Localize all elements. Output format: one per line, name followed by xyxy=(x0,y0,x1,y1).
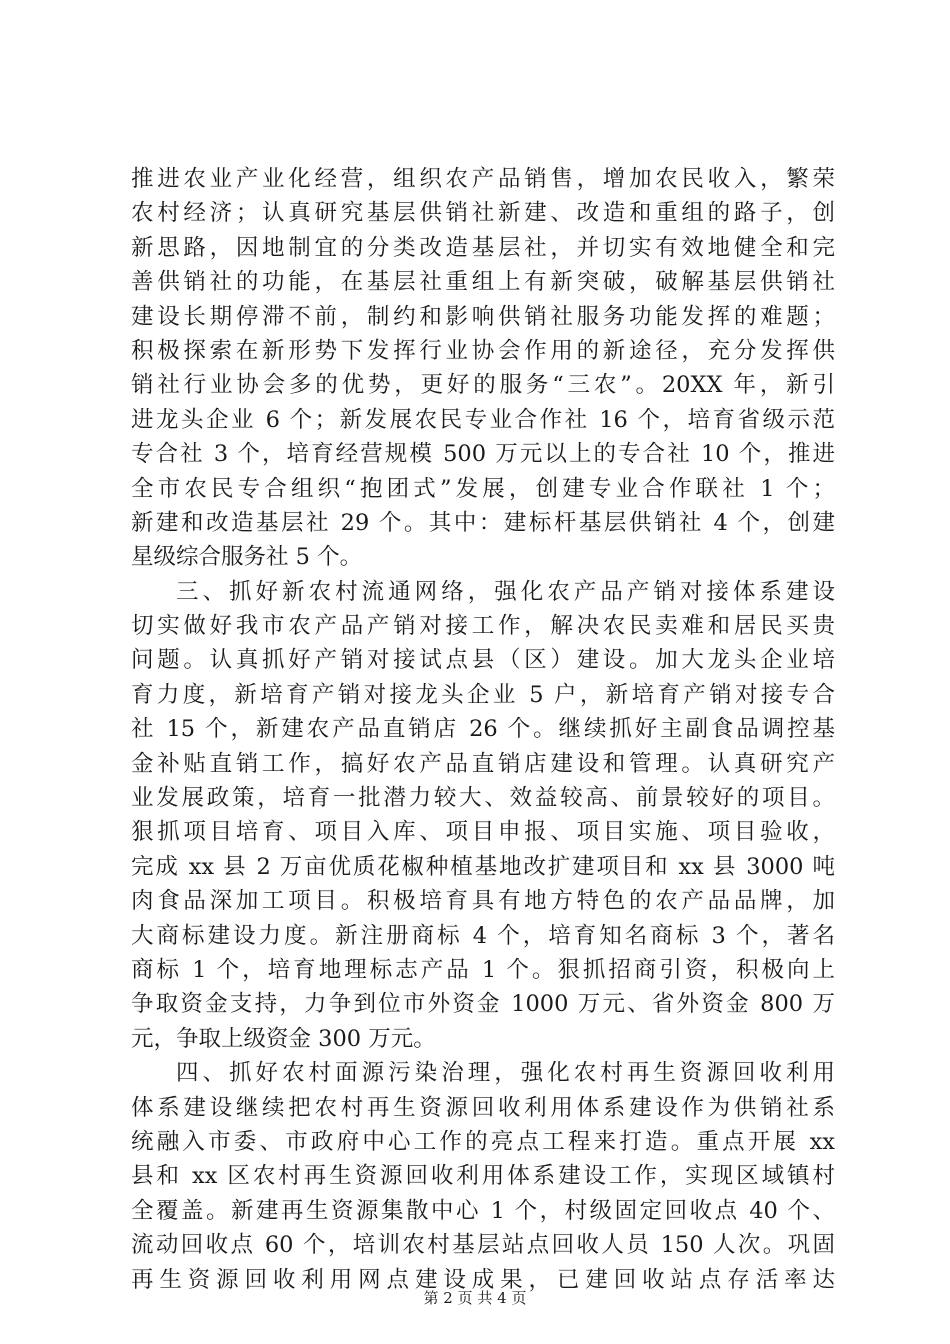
text-line: 完成 xx 县 2 万亩优质花椒种植基地改扩建项目和 xx 县 3000 吨 xyxy=(131,853,835,880)
text-line: 农村经济；认真研究基层供销社新建、改造和重组的路子，创 xyxy=(131,200,835,227)
text-line: 星级综合服务社 5 个。 xyxy=(131,544,363,571)
text-line: 三、抓好新农村流通网络，强化农产品产销对接体系建设 xyxy=(176,578,835,605)
text-line: 新思路，因地制宜的分类改造基层社，并切实有效地健全和完 xyxy=(131,234,835,261)
text-line: 问题。认真抓好产销对接试点县（区）建设。加大龙头企业培 xyxy=(131,647,835,674)
text-line: 肉食品深加工项目。积极培育具有地方特色的农产品品牌，加 xyxy=(131,888,835,915)
text-line: 再生资源回收利用网点建设成果，已建回收站点存活率达 xyxy=(131,1266,835,1293)
text-line: 金补贴直销工作，搞好农产品直销店建设和管理。认真研究产 xyxy=(131,750,835,777)
text-line: 切实做好我市农产品产销对接工作，解决农民卖难和居民买贵 xyxy=(131,613,835,640)
text-line: 专合社 3 个，培育经营规模 500 万元以上的专合社 10 个，推进 xyxy=(131,441,835,468)
text-line: 县和 xx 区农村再生资源回收利用体系建设工作，实现区域镇村 xyxy=(131,1163,835,1190)
text-line: 推进农业产业化经营，组织农产品销售，增加农民收入，繁荣 xyxy=(131,166,835,192)
text-line: 销社行业协会多的优势，更好的服务“三农”。20XX 年，新引 xyxy=(131,372,835,399)
page-number-footer: 第 2 页 共 4 页 xyxy=(423,1289,527,1307)
document-body xyxy=(131,162,835,1297)
text-line: 体系建设继续把农村再生资源回收利用体系建设作为供销社系 xyxy=(131,1094,835,1121)
text-line: 全市农民专合组织“抱团式”发展，创建专业合作联社 1 个； xyxy=(131,475,835,502)
text-line: 狠抓项目培育、项目入库、项目申报、项目实施、项目验收， xyxy=(131,819,835,846)
text-line: 善供销社的功能，在基层社重组上有新突破，破解基层供销社 xyxy=(131,269,835,296)
text-line: 流动回收点 60 个，培训农村基层站点回收人员 150 人次。巩固 xyxy=(131,1232,835,1259)
text-line: 育力度，新培育产销对接龙头企业 5 户，新培育产销对接专合 xyxy=(131,681,835,708)
text-line: 统融入市委、市政府中心工作的亮点工程来打造。重点开展 xx xyxy=(131,1128,835,1155)
text-line: 四、抓好农村面源污染治理，强化农村再生资源回收利用 xyxy=(176,1060,835,1087)
text-line: 大商标建设力度。新注册商标 4 个，培育知名商标 3 个，著名 xyxy=(131,922,835,949)
text-line: 商标 1 个，培育地理标志产品 1 个。狠抓招商引资，积极向上 xyxy=(131,956,835,983)
text-line: 元，争取上级资金 300 万元。 xyxy=(131,1025,436,1052)
text-line: 新建和改造基层社 29 个。其中：建标杆基层供销社 4 个，创建 xyxy=(131,509,835,536)
text-line: 争取资金支持，力争到位市外资金 1000 万元、省外资金 800 万 xyxy=(131,991,835,1018)
text-line: 积极探索在新形势下发挥行业协会作用的新途径，充分发挥供 xyxy=(131,337,835,364)
text-line: 进龙头企业 6 个；新发展农民专业合作社 16 个，培育省级示范 xyxy=(131,406,835,433)
text-line: 业发展政策，培育一批潜力较大、效益较高、前景较好的项目。 xyxy=(131,785,835,812)
text-line: 社 15 个，新建农产品直销店 26 个。继续抓好主副食品调控基 xyxy=(131,716,835,743)
text-line: 建设长期停滞不前，制约和影响供销社服务功能发挥的难题； xyxy=(131,303,835,330)
text-line: 全覆盖。新建再生资源集散中心 1 个，村级固定回收点 40 个、 xyxy=(131,1197,835,1224)
